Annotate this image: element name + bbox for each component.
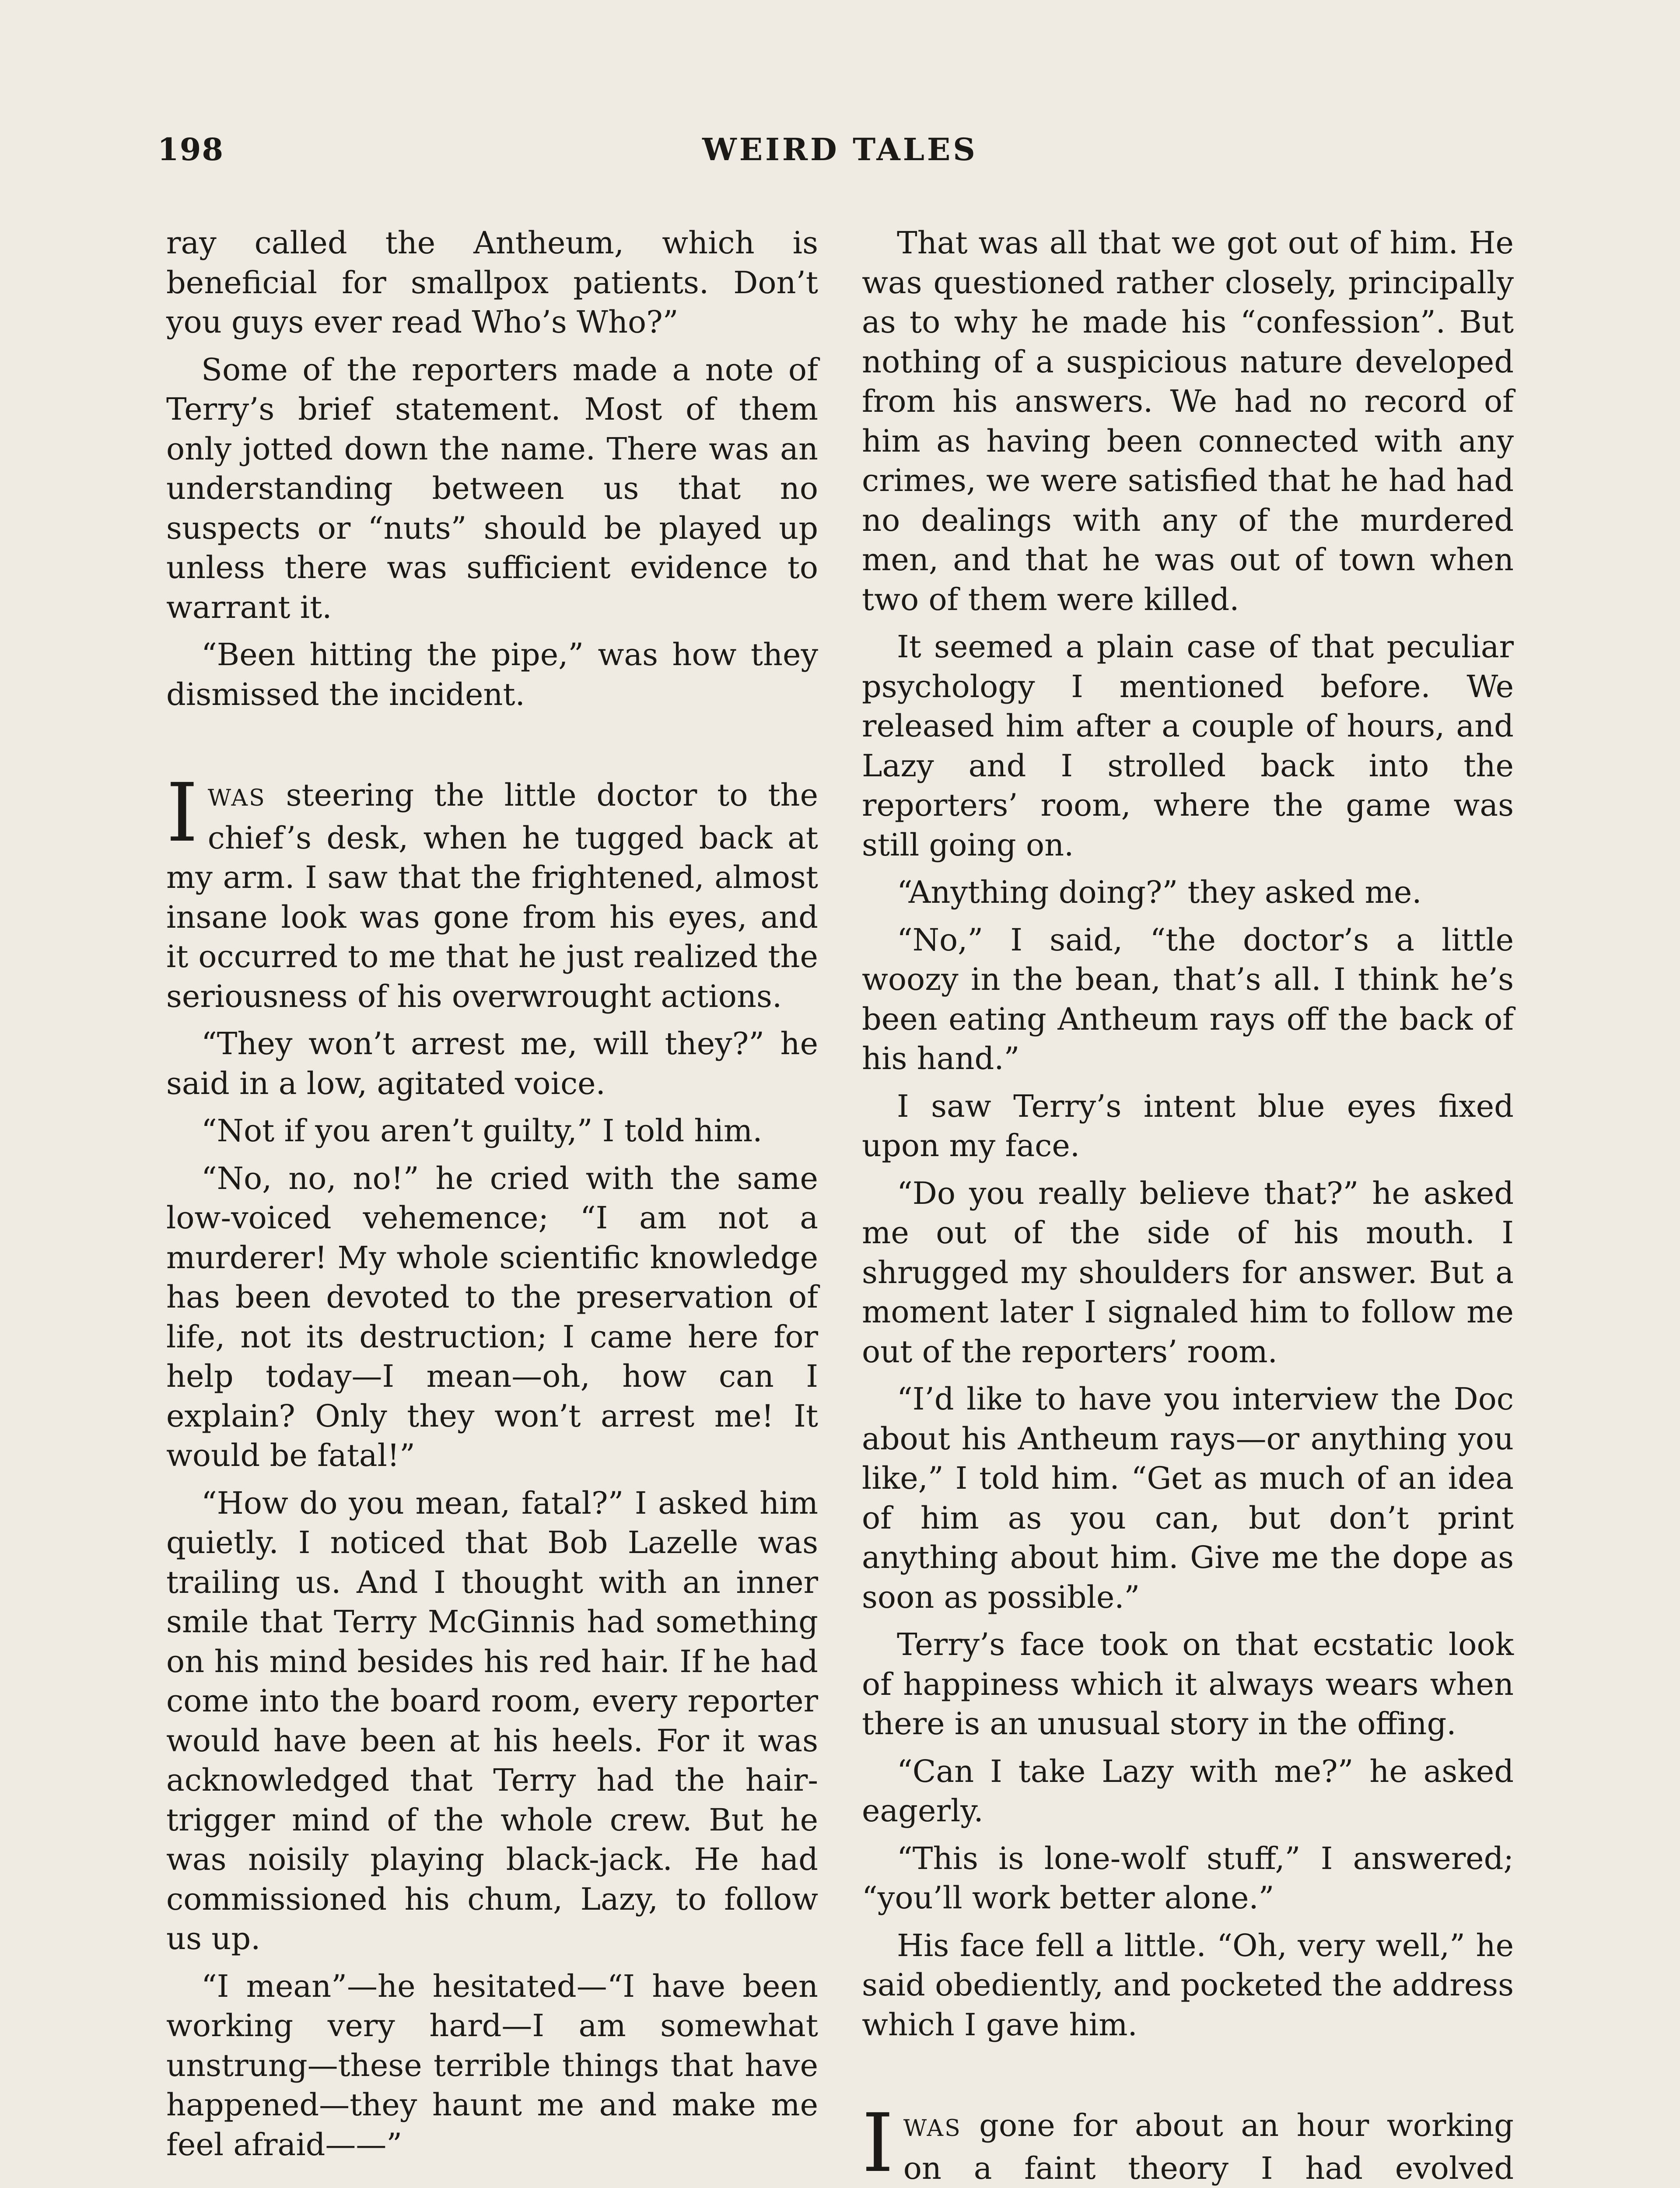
paragraph: “Do you really believe that?” he asked me out of the side of his mouth. I shrugged my shoulders for answer. But a moment later I signaled him to follow me out of the reporters’ room. (862, 1175, 1514, 1370)
paragraph: “No,” I said, “the doctor’s a little woozy in the bean, that’s all. I think he’s been eating Antheum rays off the back of his hand.” (862, 922, 1514, 1076)
section-opening-paragraph (862, 2097, 1514, 2188)
paragraph: “I’d like to have you interview the Doc about his Antheum rays—or anything you like,” I told him. “Get as much of an idea of him as you can, but don’t print anything about him. Give me the dope as soon as possible.” (862, 1381, 1514, 1615)
paragraph-text: steering the little doctor to the chief’s desk, when he tugged back at my arm. I saw that the frightened, almost insane look was gone from his eyes, and it occurred to me that he just realized the seriousness of his overwrought actions. (166, 777, 818, 1014)
drop-cap: I (862, 2097, 894, 2188)
paragraph: “Can I take Lazy with me?” he asked eagerly. (862, 1753, 1514, 1829)
left-column (166, 223, 818, 2172)
paragraph: “Not if you aren’t guilty,” I told him. (201, 1113, 763, 1149)
small-caps-word: WAS (207, 785, 266, 811)
paragraph: Some of the reporters made a note of Terry’s brief statement. Most of them only jotted down the name. There was an understanding between us that no suspects or “nuts” should be played up unless there was sufficient evidence to warrant it. (166, 351, 818, 625)
paragraph: “No, no, no!” he cried with the same low-voiced vehemence; “I am not a murderer! My whole scientific knowledge has been devoted to the preservation of life, not its destruction; I came here for help today—I mean—oh, how can I explain? Only they won’t arrest me! It would be fatal!” (166, 1160, 818, 1473)
section-opening-paragraph (166, 766, 818, 1016)
paragraph: Terry’s face took on that ecstatic look of happiness which it always wears when there is an unusual story in the offing. (862, 1627, 1514, 1742)
paragraph: “I mean”—he hesitated—“I have been working very hard—I am somewhat unstrung—these terrible things that have happened—they haunt me and make me feel afraid——” (166, 1968, 818, 2163)
paragraph: His face fell a little. “Oh, very well,” he said obediently, and pocketed the address which I gave him. (862, 1927, 1514, 2043)
paragraph-text: gone for about an hour working on a faint theory I had evolved (903, 2107, 1514, 2186)
running-head: WEIRD TALES (702, 131, 978, 168)
paragraph: “This is lone-wolf stuff,” I answered; “you’ll work better alone.” (862, 1840, 1514, 1916)
paragraph: “Been hitting the pipe,” was how they dismissed the incident. (166, 637, 818, 712)
paragraph: ray called the Antheum, which is beneficial for smallpox patients. Don’t you guys ever read Who’s Who?” (166, 225, 818, 340)
paragraph: “How do you mean, fatal?” I asked him quietly. I noticed that Bob Lazelle was trailing us. And I thought with an inner smile that Terry McGinnis had something on his mind besides his red hair. If he had come into the board room, every reporter would have been at his heels. For it was acknowledged that Terry had the hair-trigger mind of the whole crew. But he was noisily playing black-jack. He had commissioned his chum, Lazy, to follow us up. (166, 1485, 818, 1957)
right-column (862, 223, 1514, 2188)
paragraph: It seemed a plain case of that peculiar psychology I mentioned before. We released him after a couple of hours, and Lazy and I strolled back into the reporters’ room, where the game was still going on. (862, 629, 1514, 863)
page-number: 198 (158, 131, 224, 168)
paragraph: I saw Terry’s intent blue eyes fixed upon my face. (862, 1088, 1514, 1164)
paragraph: “Anything doing?” they asked me. (897, 874, 1422, 910)
drop-cap: I (166, 766, 198, 860)
paragraph: That was all that we got out of him. He was questioned rather closely, principally as to why he made his “confession”. But nothing of a suspicious nature developed from his answers. We had no record of him as having been connected with any crimes, we were satisfied that he had had no dealings with any of the murdered men, and that he was out of town when two of them were killed. (862, 225, 1514, 617)
paragraph: “They won’t arrest me, will they?” he said in a low, agitated voice. (166, 1026, 818, 1101)
small-caps-word: WAS (903, 2115, 962, 2142)
